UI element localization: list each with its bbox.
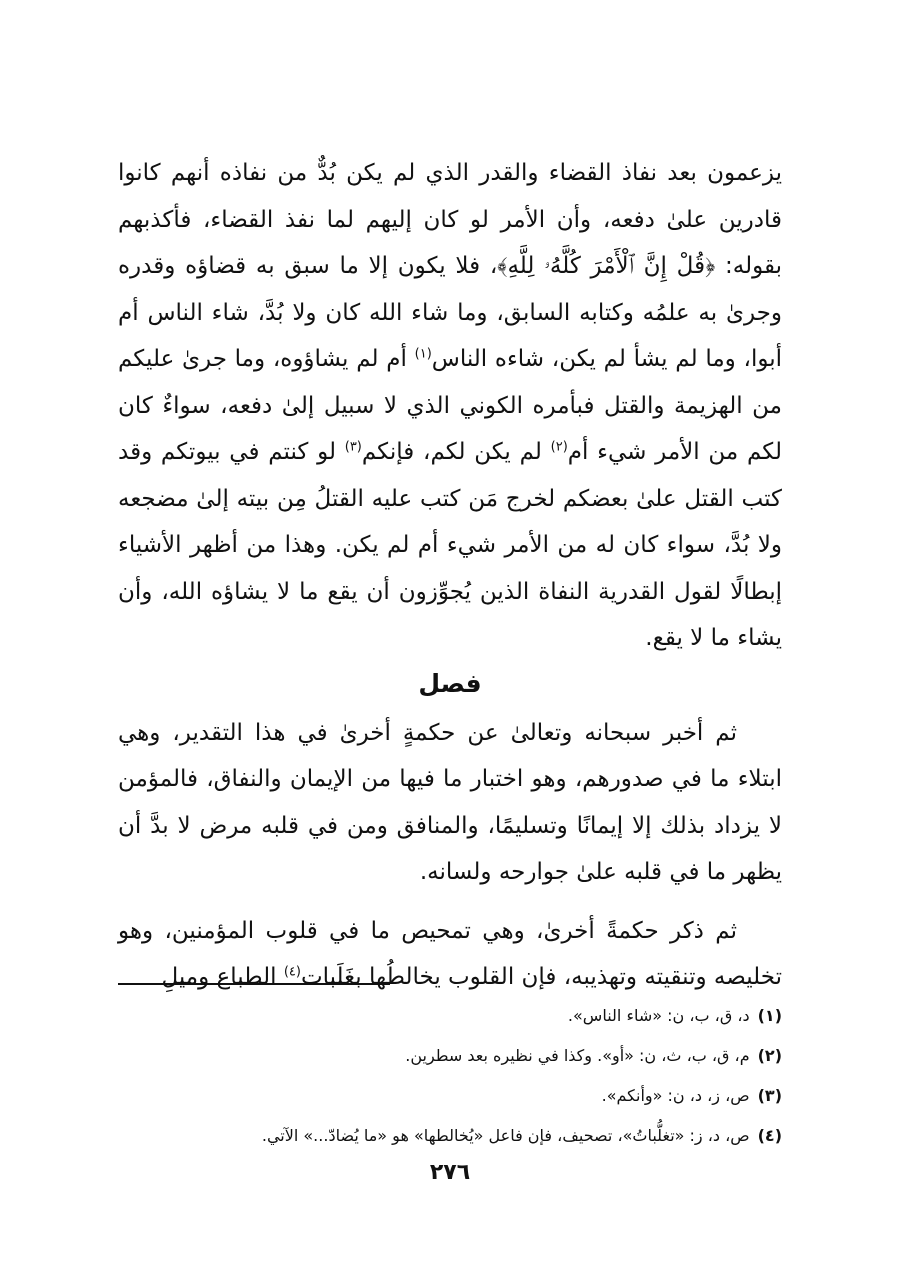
footnote-divider: [118, 983, 390, 985]
footnotes: [118, 996, 782, 1156]
footnote-text: ص، ز، د، ن: «وأنكم».: [601, 1086, 750, 1105]
footnote-ref-1[interactable]: (١): [414, 346, 432, 362]
footnote-2: [118, 1036, 782, 1076]
footnote-number: (١): [757, 1006, 782, 1025]
footnote-ref-3[interactable]: (٣): [344, 439, 362, 455]
paragraph-1-part-b: أم لم يشاؤوه، وما جرىٰ عليكم من الهزيمة والقتل فبأمره الكوني الذي لا سبيل إلىٰ دفعه، سواءٌ كان لكم من الأمر شيء أم: [118, 346, 783, 465]
section-heading: فصل: [418, 668, 482, 698]
main-text: [118, 150, 782, 1001]
footnote-ref-2[interactable]: (٢): [550, 439, 568, 455]
footnote-4: [118, 1116, 782, 1156]
paragraph-3-part-b: الطباع وميلِ: [161, 964, 277, 990]
paragraph-2: ثم أخبر سبحانه وتعالىٰ عن حكمةٍ أخرىٰ في هذا التقدير، وهي ابتلاء ما في صدورهم، وهو اختبار ما فيها من الإيمان والنفاق، فالمؤمن لا يزداد بذلك إلا إيمانًا وتسليمًا، والمنافق ومن في قلبه مرض لا بدَّ أن يظهر ما في قلبه علىٰ جوارحه ولسانه.: [118, 719, 782, 885]
paragraph-1: [118, 150, 782, 662]
footnote-3: [118, 1076, 782, 1116]
footnote-number: (٤): [757, 1126, 782, 1145]
paragraph-3-part-a: ثم ذكر حكمةً أخرىٰ، وهي تمحيص ما في قلوب المؤمنين، وهو تخليصه وتنقيته وتهذيبه، فإن القلوب يخالطُها بغَلَبات: [118, 917, 782, 990]
footnote-ref-4[interactable]: (٤): [283, 964, 301, 980]
footnote-1: [118, 996, 782, 1036]
paragraph-3: [118, 908, 782, 1001]
footnote-text: ص، د، ز: «تغلُّباتُ»، تصحيف، فإن فاعل «يُخالطها» هو «ما يُضادّ...» الآتي.: [261, 1126, 750, 1145]
footnote-text: م، ق، ب، ث، ن: «أو». وكذا في نظيره بعد سطرين.: [405, 1046, 750, 1065]
page-number: ٢٧٦: [429, 1160, 471, 1185]
paragraph-1-part-d: لو كنتم في بيوتكم وقد كتب القتل علىٰ بعضكم لخرج مَن كتب عليه القتلُ مِن بيته إلىٰ مضجعه ولا بُدَّ، سواء كان له من الأمر شيء أم لم يكن. وهذا من أظهر الأشياء إبطالًا لقول القدرية النفاة الذين يُجوِّزون أن يقع ما لا يشاؤه الله، وأن يشاء ما لا يقع.: [118, 439, 782, 651]
footnote-number: (٢): [757, 1046, 782, 1065]
paragraph-1-part-c: لم يكن لكم، فإنكم: [361, 439, 542, 465]
paragraph-1-part-a: يزعمون بعد نفاذ القضاء والقدر الذي لم يكن بُدٌّ من نفاذه أنهم كانوا قادرين علىٰ دفعه، وأن الأمر لو كان إليهم لما نفذ القضاء، فأكذبهم بقوله: ﴿قُلْ إِنَّ ٱلْأَمْرَ كُلَّهُۥ لِلَّهِ﴾، فلا يكون إلا ما سبق به قضاؤه وقدره وجرىٰ به علمُه وكتابه السابق، وما شاء الله كان ولا بُدَّ، شاء الناس أم أبوا، وما لم يشأ لم يكن، شاءه الناس: [118, 160, 783, 372]
footnote-text: د، ق، ب، ن: «شاء الناس».: [567, 1006, 750, 1025]
footnote-number: (٣): [757, 1086, 782, 1105]
